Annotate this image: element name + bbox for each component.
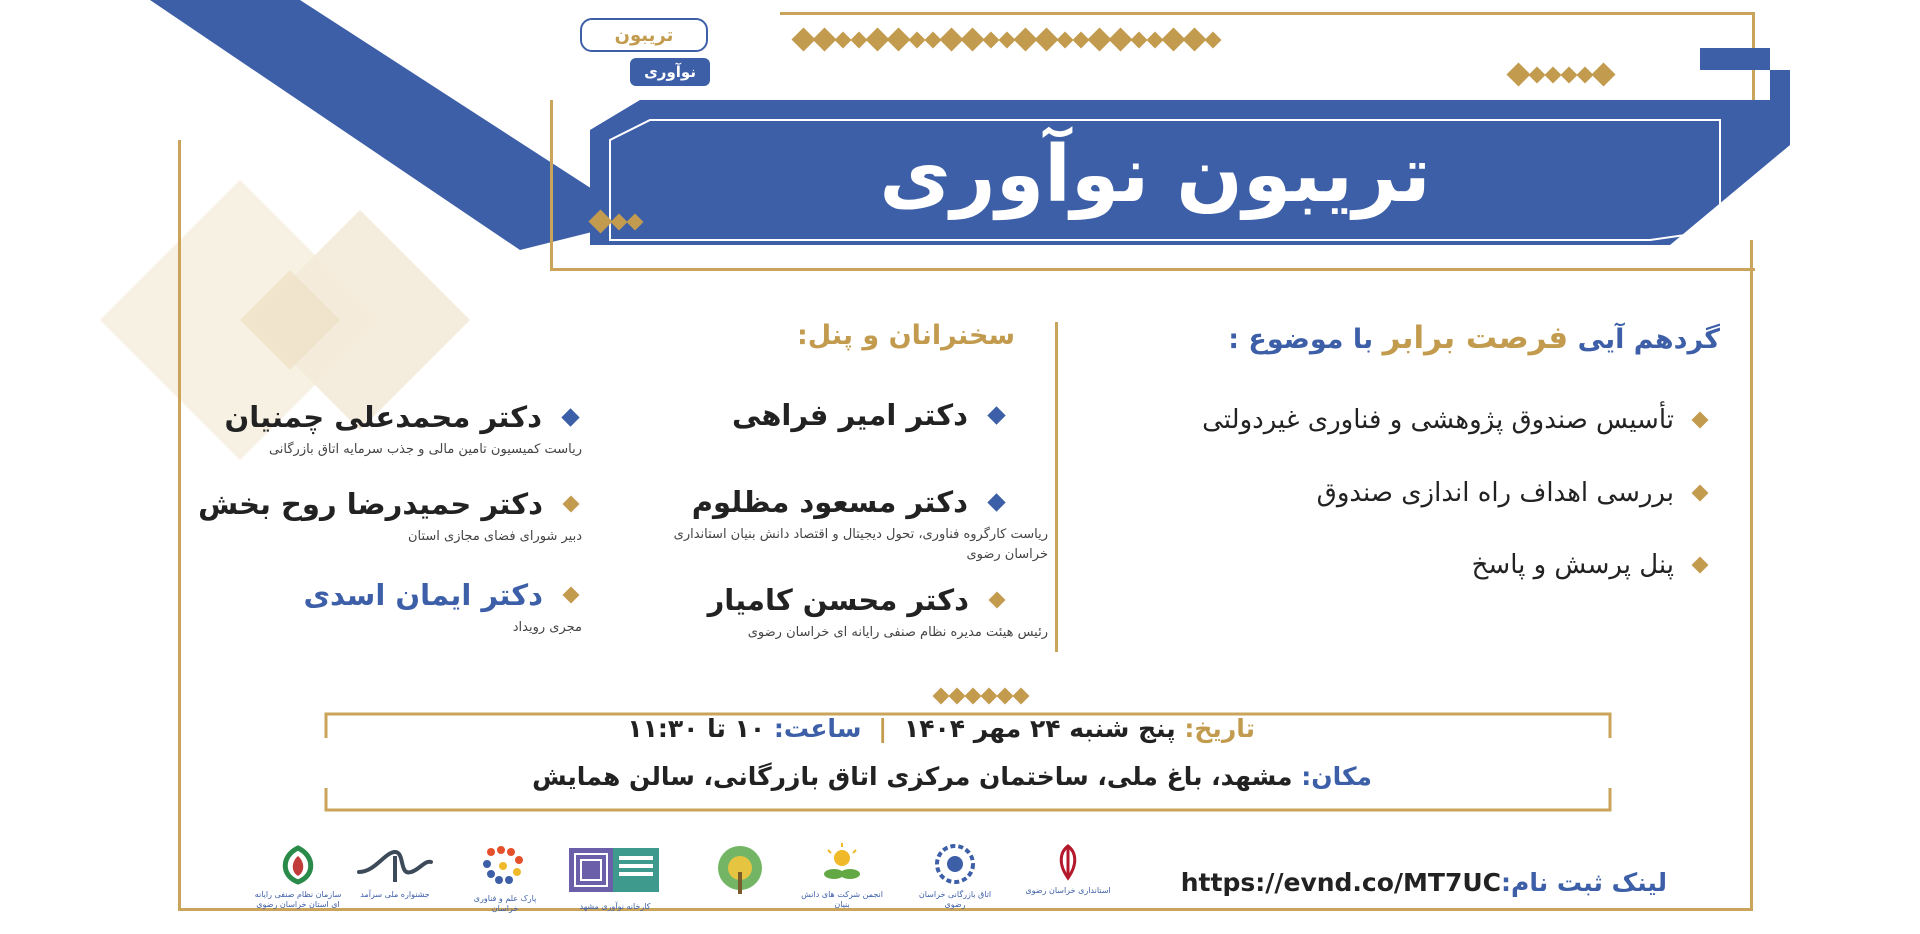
speaker-role: ریاست کارگروه فناوری، تحول دیجیتال و اقتصاد دانش بنیان استانداری خراسان رضوی: [673, 527, 1048, 562]
info-diamond-row: [935, 690, 1027, 702]
frame-left-line: [178, 140, 181, 910]
frame-right-line: [1750, 240, 1753, 910]
topic-heading-highlight: فرصت برابر: [1382, 320, 1569, 356]
registration-label: لینک ثبت نام:: [1501, 868, 1667, 897]
sponsor-logo: کارخانه نوآوری مشهد: [565, 842, 665, 922]
speaker-name: دکتر حمیدرضا روح بخش: [198, 487, 543, 521]
topic-item: پنل پرسش و پاسخ: [1472, 550, 1706, 580]
banner-frame-bottom: [550, 268, 1755, 271]
diamond-bullet-icon: [563, 496, 580, 513]
green-leaf-icon: [271, 842, 325, 886]
diamond-bullet-icon: [989, 592, 1006, 609]
topic-heading: [1228, 320, 1720, 356]
speaker-card: [224, 400, 582, 460]
registration-link[interactable]: https://evnd.co/MT7UC: [1180, 868, 1502, 897]
right-diamond-row: [1510, 66, 1612, 83]
speaker-role: دبیر شورای فضای مجازی استان: [407, 529, 582, 544]
speaker-card: [707, 583, 1048, 643]
speaker-card: [303, 578, 582, 638]
diamond-bullet-icon: [1692, 557, 1709, 574]
date-label: تاریخ:: [1184, 714, 1255, 743]
speaker-name: دکتر محمدعلی چمنیان: [224, 400, 542, 434]
sponsor-logo: استانداری خراسان رضوی: [1018, 842, 1118, 922]
topic-item: بررسی اهداف راه اندازی صندوق: [1317, 478, 1706, 508]
sponsor-logo: اتاق بازرگانی خراسان رضوی: [905, 842, 1005, 922]
innovation-factory-icon: [567, 842, 663, 898]
banner-frame-left: [550, 100, 553, 270]
diamond-bullet-icon: [987, 493, 1005, 511]
speaker-card: [668, 485, 1048, 565]
diamond-bullet-icon: [561, 408, 579, 426]
topic-heading-prefix: گردهم آیی: [1577, 324, 1720, 355]
speaker-card: [198, 487, 582, 547]
banner-title: تریبون نوآوری: [879, 130, 1431, 220]
place-line: [532, 762, 1372, 791]
topic-heading-suffix: با موضوع :: [1228, 324, 1374, 355]
sponsor-logo: سازمان نظام صنفی رایانه ای استان خراسان رضوی: [248, 842, 348, 922]
sponsor-logo: جشنواره ملی سرآمد: [345, 842, 445, 922]
speaker-name: دکتر مسعود مظلوم: [691, 485, 968, 519]
diamond-bullet-icon: [987, 406, 1005, 424]
sponsor-logo: انجمن شرکت های دانش بنیان: [792, 842, 892, 922]
banner-frame-top: [780, 12, 1755, 15]
host-name: دکتر ایمان اسدی: [303, 578, 543, 612]
sponsor-logo: پارک علم و فناوری خراسان: [455, 842, 555, 922]
date-time-line: [627, 714, 1255, 743]
registration-line: [1181, 868, 1667, 897]
date-time-separator: |: [878, 714, 888, 743]
section-divider: [1055, 322, 1058, 652]
speaker-name: دکتر محسن کامیار: [707, 583, 969, 617]
sun-plant-icon: [818, 842, 866, 886]
iran-emblem-icon: [1048, 842, 1088, 882]
diamond-bullet-icon: [1692, 485, 1709, 502]
place-label: مکان:: [1301, 762, 1372, 791]
diamond-bullet-icon: [563, 587, 580, 604]
logo-bottom-text: نوآوری: [630, 58, 710, 86]
event-logo: [580, 18, 710, 86]
place-value: مشهد، باغ ملی، ساختمان مرکزی اتاق بازرگانی، سالن همایش: [532, 762, 1293, 791]
speaker-role: ریاست کمیسیون تامین مالی و جذب سرمایه اتاق بازرگانی: [268, 442, 582, 457]
signature-logo-icon: [355, 842, 435, 886]
time-label: ساعت:: [773, 714, 862, 743]
topic-item: تأسیس صندوق پژوهشی و فناوری غیردولتی: [1202, 405, 1706, 435]
speakers-heading: سخنرانان و پنل:: [796, 320, 1015, 351]
speaker-role: مجری رویداد: [512, 620, 582, 635]
speaker-role: رئیس هیئت مدیره نظام صنفی رایانه ای خراسان رضوی: [747, 625, 1048, 640]
banner-diamond-row: [592, 213, 641, 230]
diamond-bullet-icon: [1692, 412, 1709, 429]
top-diamond-row: [795, 31, 1219, 48]
chamber-of-commerce-icon: [933, 842, 977, 886]
logo-top-text: تریبون: [580, 18, 708, 52]
date-value: پنج شنبه ۲۴ مهر ۱۴۰۴: [903, 714, 1176, 743]
time-value: ۱۰ تا ۱۱:۳۰: [627, 714, 766, 743]
speaker-name: دکتر امیر فراهی: [731, 398, 968, 432]
sponsor-logo: [690, 842, 790, 922]
speaker-card: [732, 398, 1003, 432]
tree-people-icon: [710, 842, 770, 898]
dots-swirl-icon: [477, 842, 533, 890]
